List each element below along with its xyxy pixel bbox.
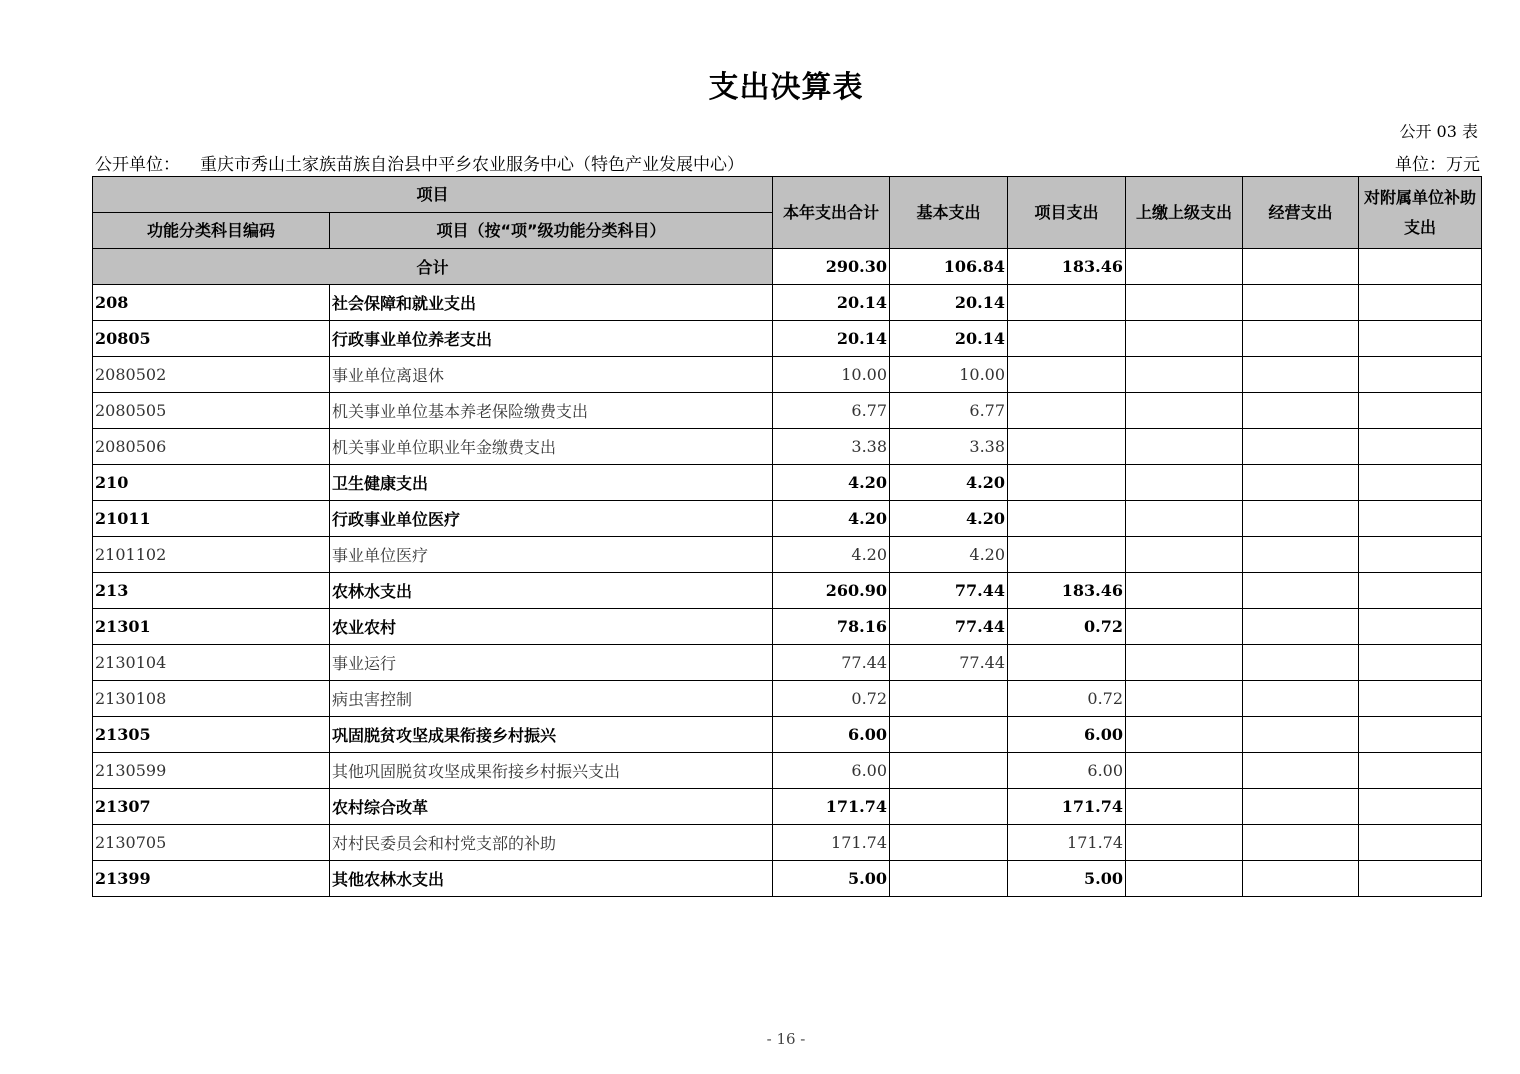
name-cell: 事业运行 [330, 645, 773, 681]
subsidy-cell [1359, 573, 1482, 609]
name-cell: 巩固脱贫攻坚成果衔接乡村振兴 [330, 717, 773, 753]
name-cell: 社会保障和就业支出 [330, 285, 773, 321]
project-cell [1008, 501, 1126, 537]
name-cell: 机关事业单位基本养老保险缴费支出 [330, 393, 773, 429]
total-subsidy-cell [1359, 249, 1482, 285]
project-cell [1008, 645, 1126, 681]
upper-cell [1126, 285, 1243, 321]
name-cell: 农业农村 [330, 609, 773, 645]
basic-cell: 77.44 [890, 573, 1008, 609]
upper-cell [1126, 357, 1243, 393]
total-cell: 77.44 [773, 645, 890, 681]
name-cell: 对村民委员会和村党支部的补助 [330, 825, 773, 861]
name-cell: 事业单位离退休 [330, 357, 773, 393]
code-cell: 2130599 [93, 753, 330, 789]
table-row [93, 357, 1482, 393]
total-upper-cell [1126, 249, 1243, 285]
upper-cell [1126, 861, 1243, 897]
basic-cell [890, 861, 1008, 897]
basic-cell [890, 717, 1008, 753]
upper-cell [1126, 825, 1243, 861]
total-cell: 6.00 [773, 717, 890, 753]
business-cell [1243, 645, 1359, 681]
business-cell [1243, 537, 1359, 573]
business-cell [1243, 285, 1359, 321]
business-cell [1243, 573, 1359, 609]
basic-cell: 77.44 [890, 609, 1008, 645]
total-cell: 6.77 [773, 393, 890, 429]
project-cell [1008, 465, 1126, 501]
code-cell: 21307 [93, 789, 330, 825]
table-row [93, 537, 1482, 573]
basic-cell: 4.20 [890, 465, 1008, 501]
upper-cell [1126, 645, 1243, 681]
upper-cell [1126, 609, 1243, 645]
table-row [93, 789, 1482, 825]
total-project-cell: 183.46 [1008, 249, 1126, 285]
page-number: - 16 - [766, 1030, 806, 1048]
unit-name: 重庆市秀山土家族苗族自治县中平乡农业服务中心（特色产业发展中心） [200, 155, 744, 175]
header-upper: 上缴上级支出 [1126, 177, 1243, 249]
basic-cell: 4.20 [890, 537, 1008, 573]
basic-cell: 20.14 [890, 321, 1008, 357]
total-cell: 4.20 [773, 537, 890, 573]
name-cell: 其他巩固脱贫攻坚成果衔接乡村振兴支出 [330, 753, 773, 789]
project-cell: 5.00 [1008, 861, 1126, 897]
total-cell: 20.14 [773, 321, 890, 357]
project-cell [1008, 357, 1126, 393]
reporting-unit [95, 150, 744, 175]
business-cell [1243, 465, 1359, 501]
name-cell: 其他农林水支出 [330, 861, 773, 897]
business-cell [1243, 681, 1359, 717]
subsidy-cell [1359, 861, 1482, 897]
name-cell: 行政事业单位养老支出 [330, 321, 773, 357]
business-cell [1243, 861, 1359, 897]
upper-cell [1126, 393, 1243, 429]
upper-cell [1126, 537, 1243, 573]
subsidy-cell [1359, 393, 1482, 429]
project-cell: 171.74 [1008, 825, 1126, 861]
basic-cell: 3.38 [890, 429, 1008, 465]
upper-cell [1126, 501, 1243, 537]
business-cell [1243, 501, 1359, 537]
total-cell: 6.00 [773, 753, 890, 789]
table-row [93, 645, 1482, 681]
expenditure-table [92, 176, 1482, 897]
upper-cell [1126, 429, 1243, 465]
project-cell [1008, 321, 1126, 357]
project-cell [1008, 537, 1126, 573]
total-cell: 10.00 [773, 357, 890, 393]
currency-unit: 单位：万元 [1395, 155, 1480, 175]
business-cell [1243, 321, 1359, 357]
subsidy-cell [1359, 537, 1482, 573]
name-cell: 农林水支出 [330, 573, 773, 609]
code-cell: 21305 [93, 717, 330, 753]
project-cell: 6.00 [1008, 753, 1126, 789]
total-cell: 4.20 [773, 465, 890, 501]
name-cell: 机关事业单位职业年金缴费支出 [330, 429, 773, 465]
header-code: 功能分类科目编码 [93, 213, 330, 249]
basic-cell: 10.00 [890, 357, 1008, 393]
basic-cell [890, 681, 1008, 717]
header-basic: 基本支出 [890, 177, 1008, 249]
table-row [93, 609, 1482, 645]
business-cell [1243, 609, 1359, 645]
total-cell: 0.72 [773, 681, 890, 717]
subsidy-cell [1359, 753, 1482, 789]
business-cell [1243, 393, 1359, 429]
code-cell: 21399 [93, 861, 330, 897]
project-cell [1008, 285, 1126, 321]
code-cell: 20805 [93, 321, 330, 357]
table-row [93, 753, 1482, 789]
project-cell [1008, 429, 1126, 465]
subsidy-cell [1359, 681, 1482, 717]
code-cell: 213 [93, 573, 330, 609]
code-cell: 2130108 [93, 681, 330, 717]
unit-info-row [95, 150, 1480, 174]
subsidy-cell [1359, 645, 1482, 681]
project-cell: 171.74 [1008, 789, 1126, 825]
header-subsidy: 对附属单位补助支出 [1359, 177, 1482, 249]
total-cell: 3.38 [773, 429, 890, 465]
name-cell: 行政事业单位医疗 [330, 501, 773, 537]
subsidy-cell [1359, 285, 1482, 321]
basic-cell: 20.14 [890, 285, 1008, 321]
code-cell: 2130104 [93, 645, 330, 681]
total-cell: 290.30 [773, 249, 890, 285]
code-cell: 2080502 [93, 357, 330, 393]
subsidy-cell [1359, 321, 1482, 357]
table-row [93, 681, 1482, 717]
total-cell: 20.14 [773, 285, 890, 321]
total-business-cell [1243, 249, 1359, 285]
name-cell: 卫生健康支出 [330, 465, 773, 501]
header-project-expenditure: 项目支出 [1008, 177, 1126, 249]
total-cell: 5.00 [773, 861, 890, 897]
header-total: 本年支出合计 [773, 177, 890, 249]
business-cell [1243, 357, 1359, 393]
name-cell: 事业单位医疗 [330, 537, 773, 573]
basic-cell [890, 789, 1008, 825]
subsidy-cell [1359, 825, 1482, 861]
upper-cell [1126, 717, 1243, 753]
subsidy-cell [1359, 717, 1482, 753]
table-row [93, 321, 1482, 357]
code-cell: 208 [93, 285, 330, 321]
code-cell: 2080506 [93, 429, 330, 465]
table-row [93, 825, 1482, 861]
subsidy-cell [1359, 609, 1482, 645]
total-cell: 260.90 [773, 573, 890, 609]
code-cell: 2080505 [93, 393, 330, 429]
project-cell: 6.00 [1008, 717, 1126, 753]
total-label: 合计 [93, 249, 773, 285]
form-number: 公开 03 表 [1399, 122, 1478, 141]
subsidy-cell [1359, 501, 1482, 537]
header-business: 经营支出 [1243, 177, 1359, 249]
upper-cell [1126, 465, 1243, 501]
table-row [93, 285, 1482, 321]
project-cell: 0.72 [1008, 609, 1126, 645]
code-cell: 2101102 [93, 537, 330, 573]
table-row [93, 429, 1482, 465]
code-cell: 21301 [93, 609, 330, 645]
total-cell: 78.16 [773, 609, 890, 645]
unit-label: 公开单位： [95, 155, 180, 175]
table-row [93, 393, 1482, 429]
upper-cell [1126, 321, 1243, 357]
code-cell: 210 [93, 465, 330, 501]
subsidy-cell [1359, 465, 1482, 501]
page-title: 支出决算表 [708, 70, 864, 105]
subsidy-cell [1359, 357, 1482, 393]
basic-cell: 6.77 [890, 393, 1008, 429]
basic-cell [890, 753, 1008, 789]
upper-cell [1126, 681, 1243, 717]
business-cell [1243, 753, 1359, 789]
header-project: 项目 [93, 177, 773, 213]
code-cell: 21011 [93, 501, 330, 537]
name-cell: 农村综合改革 [330, 789, 773, 825]
subsidy-cell [1359, 429, 1482, 465]
total-basic-cell: 106.84 [890, 249, 1008, 285]
project-cell [1008, 393, 1126, 429]
business-cell [1243, 429, 1359, 465]
upper-cell [1126, 573, 1243, 609]
total-cell: 171.74 [773, 789, 890, 825]
basic-cell: 77.44 [890, 645, 1008, 681]
name-cell: 病虫害控制 [330, 681, 773, 717]
code-cell: 2130705 [93, 825, 330, 861]
upper-cell [1126, 753, 1243, 789]
subsidy-cell [1359, 789, 1482, 825]
table-row [93, 573, 1482, 609]
business-cell [1243, 825, 1359, 861]
table-row [93, 501, 1482, 537]
basic-cell: 4.20 [890, 501, 1008, 537]
table-row [93, 717, 1482, 753]
total-cell: 171.74 [773, 825, 890, 861]
header-name: 项目（按“项”级功能分类科目） [330, 213, 773, 249]
total-cell: 4.20 [773, 501, 890, 537]
upper-cell [1126, 789, 1243, 825]
project-cell: 183.46 [1008, 573, 1126, 609]
table-row [93, 861, 1482, 897]
project-cell: 0.72 [1008, 681, 1126, 717]
total-row [93, 249, 1482, 285]
business-cell [1243, 789, 1359, 825]
table-row [93, 465, 1482, 501]
basic-cell [890, 825, 1008, 861]
business-cell [1243, 717, 1359, 753]
